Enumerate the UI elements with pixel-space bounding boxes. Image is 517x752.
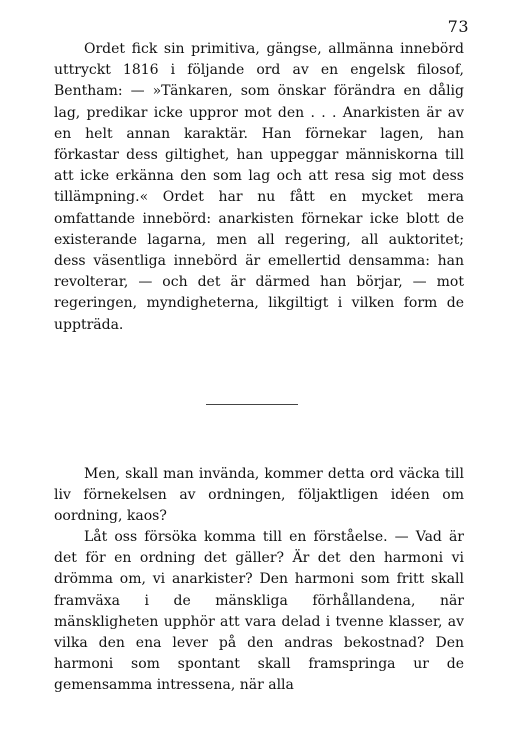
paragraph-harmony: Låt oss försöka komma till en förståelse. — Vad är det för en ordning det gäller? Är det den harmoni vi drömma om, vi anarkister? Den harmoni som fritt skall framväxa i de mänskliga förhållandena, när mänskligheten upphör att vara delad i tvenne klasser, av vilka den ena lever på den andras bekostnad? Den harmoni som spontant skall framspringa ur de gemensamma intressena, när alla bbox=[54, 529, 464, 694]
paragraph-objection: Men, skall man invända, kommer detta ord väcka till liv förnekelsen av ordningen, följaktligen idéen om oordning, kaos? bbox=[54, 466, 464, 525]
section-divider bbox=[206, 404, 298, 405]
paragraph-definition-of-anarchist: Ordet fick sin primitiva, gängse, allmänna innebörd uttryckt 1816 i följande ord av en engelsk filosof, Bentham: — »Tänkaren, som önskar förändra en dålig lag, predikar icke uppror mot den . . . Anarkisten är av en helt annan karaktär. Han förnekar lagen, han förkastar dess giltighet, han uppeggar människorna till att icke erkänna den som lag och att resa sig mot dess tillämpning.« Ordet har nu fått en mycket mera omfattande innebörd: anarkisten förnekar icke blott de existerande lagarna, men all regering, all auktoritet; dess väsentliga innebörd är emellertid densamma: han revolterar, — och det är därmed han börjar, — mot regeringen, myndigheterna, likgiltigt i vilken form de uppträda. bbox=[54, 41, 464, 333]
page-number: 73 bbox=[447, 17, 469, 36]
